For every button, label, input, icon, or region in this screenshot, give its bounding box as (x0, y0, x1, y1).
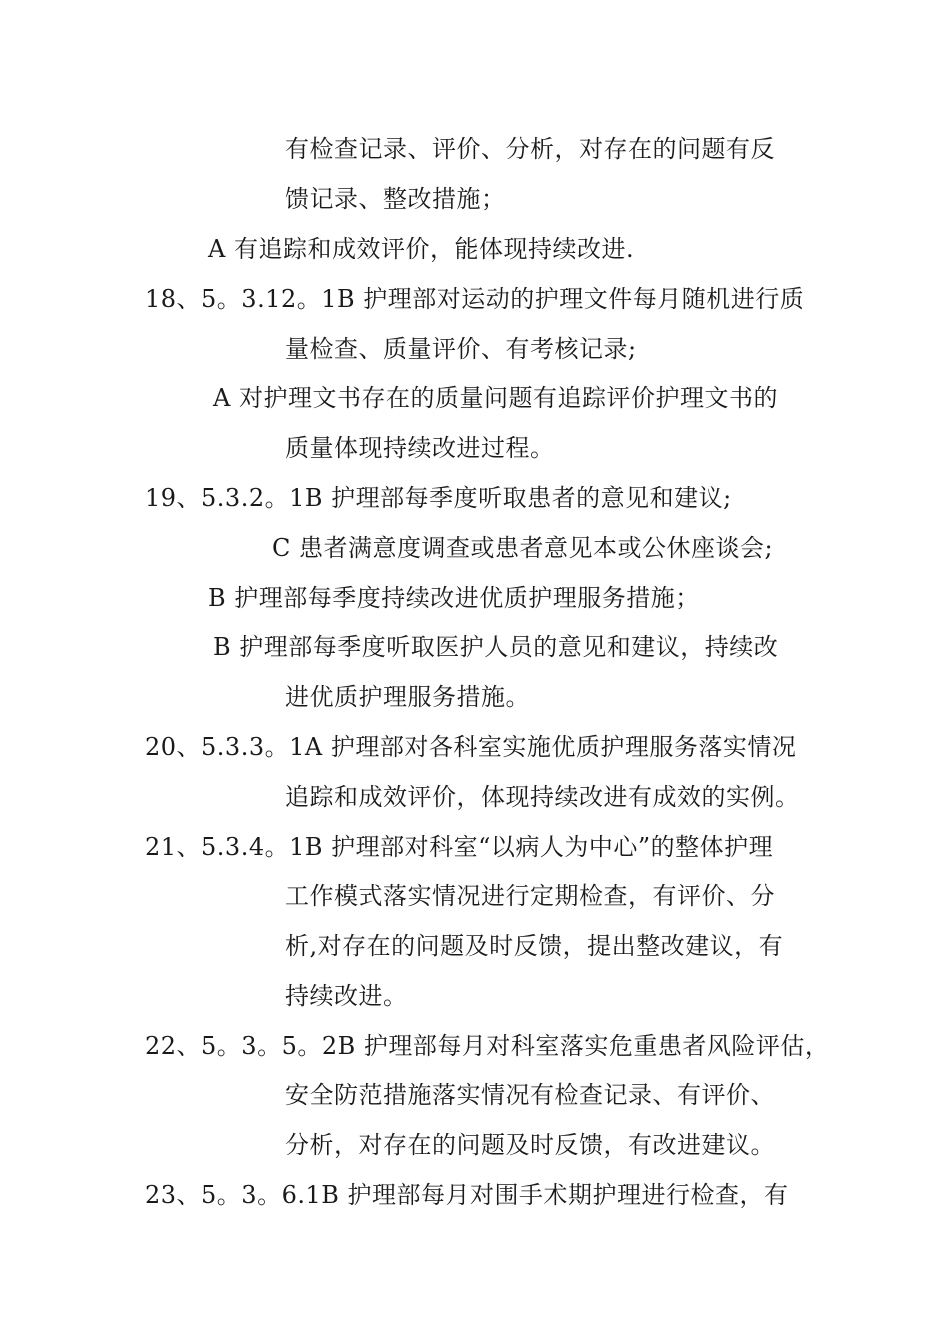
text-line: A 有追踪和成效评价，能体现持续改进. (208, 235, 635, 263)
text-line: 馈记录、整改措施； (285, 185, 506, 213)
text-line: 持续改进。 (285, 982, 408, 1010)
text-line: 22、5。3。5。2B 护理部每月对科室落实危重患者风险评估， (145, 1032, 830, 1060)
text-line: 18、5。3.12。1B 护理部对运动的护理文件每月随机进行质 (145, 285, 805, 313)
text-line: C 患者满意度调查或患者意见本或公休座谈会; (272, 534, 774, 562)
text-line: 工作模式落实情况进行定期检查，有评价、分 (285, 882, 775, 910)
text-line: 有检查记录、评价、分析，对存在的问题有反 (285, 135, 775, 163)
text-line: 分析，对存在的问题及时反馈，有改进建议。 (285, 1131, 775, 1159)
text-line: 20、5.3.3。1A 护理部对各科室实施优质护理服务落实情况 (145, 733, 797, 761)
text-line: 进优质护理服务措施。 (285, 683, 530, 711)
text-line: 19、5.3.2。1B 护理部每季度听取患者的意见和建议; (145, 484, 732, 512)
text-line: 追踪和成效评价，体现持续改进有成效的实例。 (285, 783, 800, 811)
text-line: B 护理部每季度持续改进优质护理服务措施； (208, 584, 700, 612)
text-line: B 护理部每季度听取医护人员的意见和建议，持续改 (213, 633, 779, 661)
text-line: 量检查、质量评价、有考核记录; (285, 335, 637, 363)
text-line: 23、5。3。6.1B 护理部每月对围手术期护理进行检查，有 (145, 1181, 789, 1209)
text-line: 质量体现持续改进过程。 (285, 434, 555, 462)
text-line: 安全防范措施落实情况有检查记录、有评价、 (285, 1081, 775, 1109)
text-line: A 对护理文书存在的质量问题有追踪评价护理文书的 (213, 384, 778, 412)
text-line: 析,对存在的问题及时反馈，提出整改建议，有 (285, 932, 784, 960)
text-line: 21、5.3.4。1B 护理部对科室“以病人为中心”的整体护理 (145, 833, 774, 861)
